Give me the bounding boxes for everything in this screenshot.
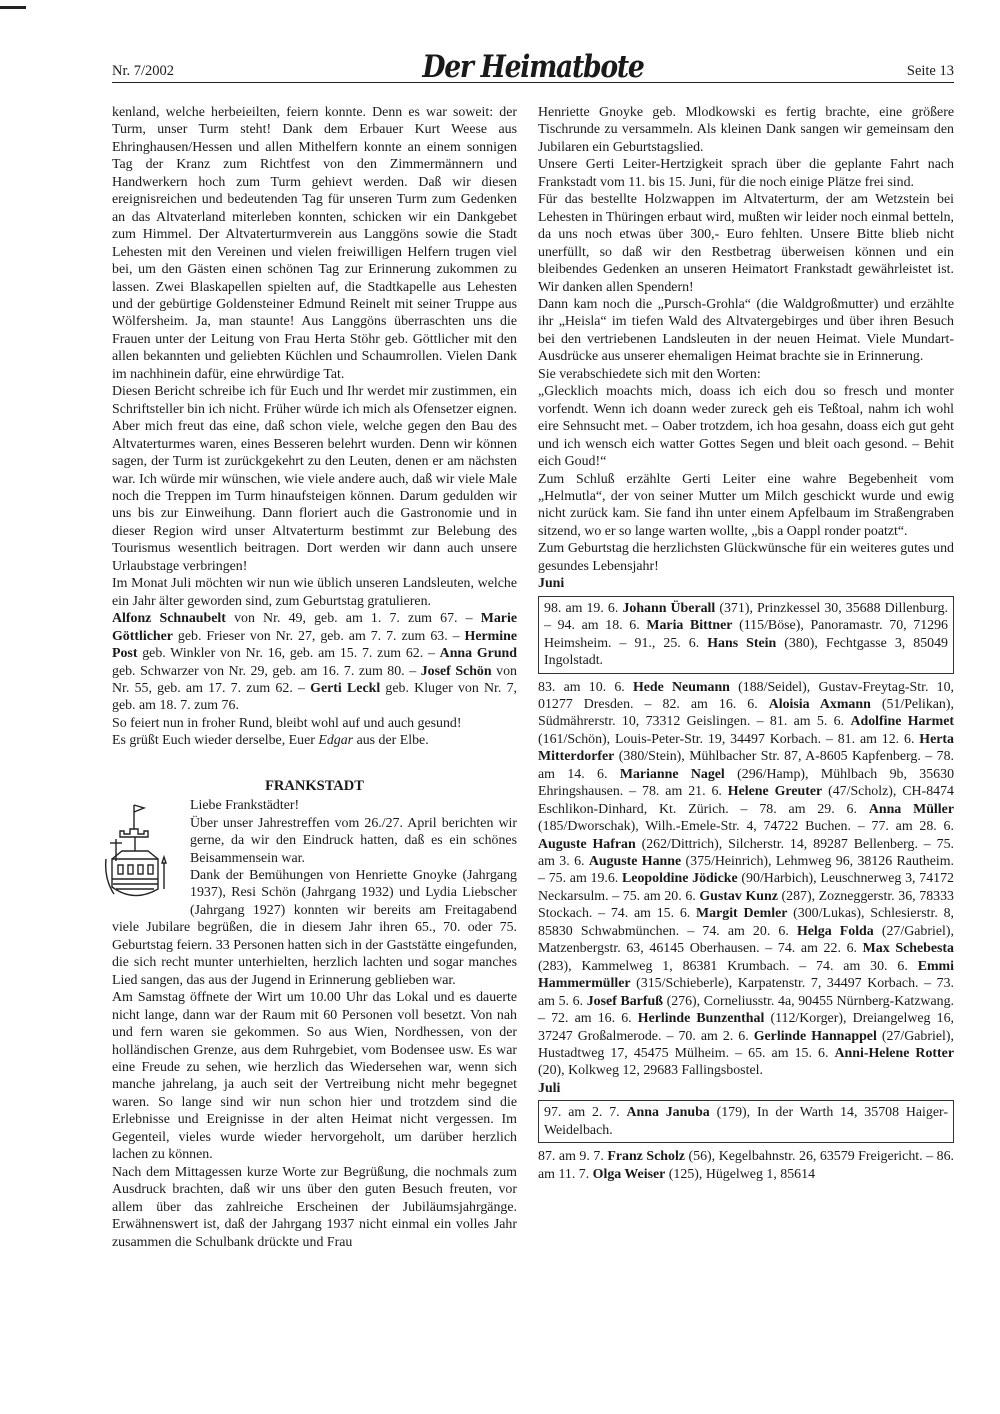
paragraph: Zum Schluß erzählte Gerti Leiter eine wahre Begebenheit vom „Helmutla“, der von seiner Mutter um Milch geschickt wurde und ewig nicht zurück kam. Sie fand ihn unter einem Apfelbaum im Straßengraben sitzend, wo er so lange warten wollte, „bis a Oappl ronder poatzt“.	[538, 471, 954, 539]
paragraph: Am Samstag öffnete der Wirt um 10.00 Uhr das Lokal und es dauerte nicht lange, dann war der Raum mit 60 Personen voll besetzt. Von nah und fern waren sie gekommen. So aus Wien, Nordhessen, von der holländischen Grenze, aus dem Ruhrgebiet, vom Bodensee usw. Es war eine Freude zu sehen, wie herzlich das Wiedersehen war, wenn sich manche jahrelang, ja auch seit der Vertreibung nicht mehr begegnet waren. So lange sind wir nun schon hier und trotzdem sind die Erlebnisse und Ereignisse in der alten Heimat nicht vergessen. Im Gegenteil, vieles wurde wieder hervorgeholt, um darüber herzlich lachen zu können.	[112, 990, 517, 1163]
entry-name: Franz Scholz	[607, 1149, 685, 1165]
entry-date: 74. am 20. 6.	[702, 923, 797, 939]
birthday-details: geb. Schwarzer von Nr. 29, geb. am 16. 7. zum 80. –	[112, 663, 421, 679]
entry-date: 74. am 15. 6.	[610, 906, 697, 922]
entry-name: Hans Stein	[707, 635, 777, 651]
entry-address: (112/Korger), Dreiangelweg 16, 37247 Großalmerode. –	[538, 1011, 954, 1044]
entry-name: Leopoldine Jödicke	[622, 871, 738, 887]
birthday-name: Marie Göttlicher	[112, 611, 517, 644]
greeting-suffix: aus der Elbe.	[353, 733, 429, 749]
entry-name: Anni-Helene Rotter	[834, 1046, 954, 1062]
signature-line	[112, 732, 517, 749]
entry-date: 75. am 3. 6.	[538, 836, 954, 870]
birthday-name: Anna Grund	[439, 646, 517, 662]
birthday-details: von Nr. 49, geb. am 1. 7. zum 67. –	[225, 611, 481, 627]
page-header	[112, 50, 954, 90]
entry-date: 73. am 5. 6.	[538, 976, 954, 1009]
birthday-list	[112, 610, 517, 715]
entry-date: 65. am 15. 6.	[748, 1046, 835, 1062]
entry-address: (300/Lukas), Schlesierstr. 8, 85830 Schwabmünchen. –	[538, 906, 954, 939]
header-rule	[112, 82, 954, 83]
entry-name: Adolfine Harmet	[850, 714, 955, 730]
entry-address: (179), In der Warth 14, 35708 Haiger-Weidelbach.	[544, 1105, 949, 1138]
entry-address: (20), Kolkweg 12, 29683 Fallingsbostel.	[538, 1063, 763, 1079]
paragraph: Dann kam noch die „Pursch-Grohla“ (die Waldgroßmutter) und erzählte ihr „Heisla“ im tiefen Wald des Altvatergebirges und über ihren Besuch bei den vertriebenen Landsleuten in der neuen Heimat. Viele Mundart-Ausdrücke aus unserer ehemaligen Heimat brachte sie in Erinnerung.	[538, 296, 954, 365]
entry-name: Josef Barfuß	[586, 993, 663, 1009]
entry-name: Helene Greuter	[727, 784, 823, 800]
entry-address: (185/Dworschak), Wilh.-Emele-Str. 4, 74722 Buchen. –	[538, 819, 872, 835]
entry-name: Emmi Hammermüller	[538, 958, 954, 992]
entry-address: (283), Kammelweg 1, 86381 Krumbach. –	[538, 958, 817, 974]
entry-name: Auguste Hanne	[588, 854, 682, 870]
issue-number: Nr. 7/2002	[112, 63, 175, 79]
entry-date: 77. am 28. 6.	[871, 819, 954, 835]
month-heading-june: Juni	[538, 576, 565, 592]
entry-address: (125), Hügelweg 1, 85614	[665, 1166, 816, 1182]
entry-date: 86. am 11. 7.	[538, 1149, 955, 1182]
paragraph: Im Monat Juli möchten wir nun wie üblich unseren Landsleuten, welche ein Jahr älter geworden sind, zum Geburtstag gratulieren.	[112, 576, 517, 609]
greeting-prefix: Es grüßt Euch wieder derselbe, Euer	[112, 733, 319, 749]
section-title-frankstadt: FRANKSTADT	[265, 777, 364, 794]
birthday-details: von Nr. 55, geb. am 17. 7. zum 62. –	[112, 663, 517, 696]
birthday-name: Alfonz Schnaubelt	[112, 611, 226, 627]
entry-address: (27/Gabriel), Matzenbergstr. 63, 46145 Oberhausen. –	[538, 923, 954, 957]
birthday-name: Josef Schön	[420, 663, 492, 679]
paragraph: Diesen Bericht schreibe ich für Euch und Ihr werdet mir zustimmen, ein Schriftsteller bin ich nicht. Früher würde ich mich als Ofensetzer eignen. Aber mich freut das eine, daß schon viele, welche gegen den Bau des Altvaterturmes waren, eines Besseren belehrt wurden. Denn wir können sagen, der Turm ist zurückgekehrt zu den Leuten, denen er am nächsten war. Ich würde mir wünschen, wie viele andere auch, daß wir viele Male noch die Treppen im Turm hinaufsteigen können. Darum gedulden wir uns bis zur Einweihung. Dann floriert auch die Gastronomie und in dieser Region wird unser Altvaterturm bestimmt zur Belebung des Tourismus wesentlich beitragen. Dort werden wir dann auch unsere Urlaubstage verbringen!	[112, 384, 518, 574]
entry-name: Herta Mitterdorfer	[538, 731, 954, 765]
birthday-details: geb. Winkler von Nr. 16, geb. am 15. 7. zum 62. –	[137, 646, 440, 662]
entry-name: Max Schebesta	[862, 941, 954, 957]
birthday-name: Gerti Leckl	[310, 680, 381, 696]
paragraph: Für das bestellte Holzwappen im Altvaterturm, der am Wetzstein bei Lehesten in Thüringen erbaut wird, mußten wir leider noch einmal betteln, da uns noch etwas über 300,- Euro fehlten. Unsere Bitte blieb nicht unerfüllt, so daß wir den Restbetrag überweisen können und ein bleibendes Gedenken an unseren Heimatort Frankstadt gewährleistet ist. Wir danken allen Spendern!	[538, 192, 954, 295]
entry-address: (56), Kegelbahnstr. 26, 63579 Freigericht. –	[684, 1149, 937, 1165]
entry-name: Olga Weiser	[592, 1166, 666, 1182]
entry-address: (27/Gabriel), Hustadtweg 17, 45475 Mülheim. –	[538, 1028, 954, 1062]
entry-name: Herlinde Bunzenthal	[637, 1011, 765, 1027]
entry-date: 81. am 12. 6.	[837, 731, 920, 747]
newspaper-title: Der Heimatbote	[422, 49, 644, 85]
entry-date: 74. am 22. 6.	[777, 941, 863, 957]
entry-address: (380), Fechtgasse 3, 85049 Ingolstadt.	[544, 635, 948, 669]
entry-date: 78. am 21. 6.	[642, 784, 728, 800]
entry-address: (115/Böse), Panoramastr. 70, 71296 Heimsheim. –	[544, 618, 948, 651]
frankstadt-coat-of-arms-icon	[104, 799, 182, 903]
birthday-name: Hermine Post	[112, 628, 517, 662]
entry-address: (51/Pelikan), Südmährerstr. 10, 73312 Geislingen. –	[538, 696, 954, 730]
entry-address: (375/Heinrich), Lehmweg 96, 38126 Rautheim. –	[538, 854, 954, 887]
boxed-birthday-list-june	[538, 596, 954, 674]
entry-name: Johann Überall	[622, 600, 716, 616]
paragraph: Dank der Bemühungen von Henriette Gnoyke (Jahrgang 1937), Resi Schön (Jahrgang 1932) und Lydia Liebscher (Jahrgang 1927) konnten wir bereits am Freitagabend viele Jubilare begrüßen, die in diesem Jahr ihren 65., 70. oder 75. Geburtstag feiern. 33 Personen hatten sich in der Gaststätte eingefunden, die sich recht munter unterhielten, herzlich lachten und sogar manches Lied sangen, das aus der Jugend in Erinnerung geblieben war.	[112, 868, 517, 988]
entry-date: 78. am 14. 6.	[538, 749, 954, 782]
entry-date: 97. am 2. 7.	[544, 1105, 627, 1121]
entry-date: 94. am 18. 6.	[557, 618, 647, 634]
paragraph: Unsere Gerti Leiter-Hertzigkeit sprach über die geplante Fahrt nach Frankstadt vom 11. bis 15. Juni, für die noch einige Plätze frei sind.	[538, 157, 954, 190]
paragraph: Nach dem Mittagessen kurze Worte zur Begrüßung, die nochmals zum Ausdruck brachten, daß wir uns über den guten Besuch freuten, vor allem über das zahlreiche Erscheinen der Jubiläumsjahrgänge. Erwähnenswert ist, daß der Jahrgang 1937 nicht einmal ein volles Jahr zusammen die Schulbank drückte und Frau	[112, 1164, 517, 1250]
entry-address: (371), Prinzkessel 30, 35688 Dillenburg. –	[544, 600, 948, 634]
entry-date: 70. am 2. 6.	[678, 1028, 754, 1044]
entry-address: (296/Hamp), Mühlbach 9b, 35630 Ehringshausen. –	[538, 766, 955, 800]
entry-name: Helga Folda	[796, 923, 874, 939]
author-name: Edgar	[318, 733, 354, 749]
paragraph: Henriette Gnoyke geb. Mlodkowski es fertig brachte, eine größere Tischrunde zu versammeln. Als kleinen Dank sangen wir gemeinsam den Jubilaren ein Geburtstagslied.	[538, 105, 954, 155]
entry-address: (276), Corneliusstr. 4a, 90455 Nürnberg-Katzwang. –	[538, 993, 954, 1027]
birthday-list-june	[538, 679, 954, 1080]
entry-address: (380/Stein), Mühlbacher Str. 87, A-8605 Kapfenberg. –	[614, 749, 937, 765]
dialect-quote: „Glecklich moachts mich, doass ich eich dou so fresch und monter vorfendt. Wenn ich doann weder zureck geh eis Teßtoal, nahm ich wohl eire Sehnsucht met. – Oaber trotzdem, ich hoa gesahn, doass eich gut geht und ich wensch eich watter Gottes Segen und bleit oach gesond. – Behit eich Goud!“	[538, 384, 954, 470]
paragraph: Liebe Frankstädter!	[190, 798, 300, 814]
entry-name: Margit Demler	[696, 906, 788, 922]
entry-name: Auguste Hafran	[538, 836, 636, 852]
entry-name: Gustav Kunz	[699, 888, 778, 904]
entry-date: 75. am 20. 6.	[622, 888, 700, 904]
entry-date: 74. am 30. 6.	[816, 958, 918, 974]
entry-address: (188/Seidel), Gustav-Freytag-Str. 10, 01277 Dresden. –	[538, 679, 954, 712]
entry-address: (47/Scholz), CH-8474 Eschlikon-Dinhard, Kt. Zürich. –	[538, 784, 954, 817]
entry-date: 81. am 5. 6.	[769, 714, 851, 730]
entry-name: Hede Neumann	[632, 679, 730, 695]
entry-date: 83. am 10. 6.	[538, 679, 633, 695]
entry-name: Marianne Nagel	[619, 766, 725, 782]
right-column	[538, 104, 954, 1183]
entry-address: (161/Schön), Louis-Peter-Str. 19, 34497 Korbach. –	[538, 731, 838, 747]
entry-address: (315/Schieberle), Karpatenstr. 7, 34497 Korbach. –	[630, 976, 937, 992]
entry-name: Gerlinde Hannappel	[753, 1028, 877, 1044]
entry-name: Maria Bittner	[646, 618, 733, 634]
birthday-list-july	[538, 1148, 954, 1183]
paragraph: Sie verabschiedete sich mit den Worten:	[538, 366, 761, 382]
entry-name: Anna Januba	[626, 1105, 710, 1121]
closing-line: So feiert nun in froher Rund, bleibt wohl auf und auch gesund!	[112, 715, 462, 731]
birthday-details: geb. Frieser von Nr. 27, geb. am 7. 7. zum 63. –	[172, 628, 465, 644]
entry-address: (262/Dittrich), Silcherstr. 14, 89287 Bellenberg. –	[635, 836, 937, 852]
paragraph: Zum Geburtstag die herzlichsten Glückwünsche für ein weiteres gutes und gesundes Lebensjahr!	[538, 541, 954, 574]
entry-date: 87. am 9. 7.	[538, 1149, 608, 1165]
entry-name: Aloisia Axmann	[768, 696, 871, 712]
page-number: Seite 13	[906, 63, 954, 79]
entry-date: 98. am 19. 6.	[544, 600, 623, 616]
birthday-details: geb. Kluger von Nr. 7, geb. am 18. 7. zum 76.	[112, 680, 517, 714]
month-heading-july: Juli	[538, 1080, 561, 1096]
paragraph: Über unser Jahrestreffen vom 26./27. April berichten wir gerne, da wir den Eindruck hatten, daß es ein schönes Beisammensein war.	[190, 815, 517, 866]
entry-name: Anna Müller	[868, 801, 954, 817]
entry-date: 78. am 29. 6.	[759, 801, 869, 817]
boxed-birthday-list-july	[538, 1100, 954, 1143]
entry-date: 91., 25. 6.	[634, 635, 708, 651]
left-column	[112, 104, 517, 1251]
entry-address: (90/Harbich), Leuschnerweg 3, 74172 Neckarsulm. –	[538, 871, 954, 904]
scan-corner-mark	[0, 6, 26, 9]
paragraph: kenland, welche herbeieilten, feiern konnte. Denn es war soweit: der Turm, unser Turm steht! Dank dem Erbauer Kurt Weese aus Ehringhausen/Hessen und allen Mithelfern konnte an einem sonnigen Tag der Kranz zum Richtfest von den Zimmermännern und Handwerkern hoch zum Turm gehievt werden. Daß wir diesen ereignisreichen und bedeutenden Tag für unseren Turm zum Gedenken an das Altvaterland miterleben konnten, schicken wir ein Dankgebet zum Himmel. Der Altvaterturmverein aus Langgöns sowie die Stadt Lehesten mit den Vereinen und vielen freiwilligen Helfern trugen viel bei, um den Gästen einen schönen Tag zur Erinnerung zukommen zu lassen. Zwei Blaskapellen spielten auf, die Stadtkapelle aus Lehesten und der gebürtige Goldensteiner Edmund Reinelt mit seiner Truppe aus Wölfersheim. Ja, man staunte! Aus Langgöns überraschten uns die Frauen unter der Leitung von Frau Herta Stöhr geb. Göttlicher mit den allen bekannten und geliebten Küchlen und Schaumrollen. Vielen Dank im nachhinein dafür, eine ehrwürdige Tat.	[112, 105, 517, 382]
entry-address: (287), Zozneggerstr. 36, 78333 Stockach. –	[538, 888, 954, 922]
entry-date: 72. am 16. 6.	[551, 1011, 638, 1027]
entry-date: 75. am 19.6.	[548, 871, 623, 887]
entry-date: 82. am 16. 6.	[662, 696, 769, 712]
